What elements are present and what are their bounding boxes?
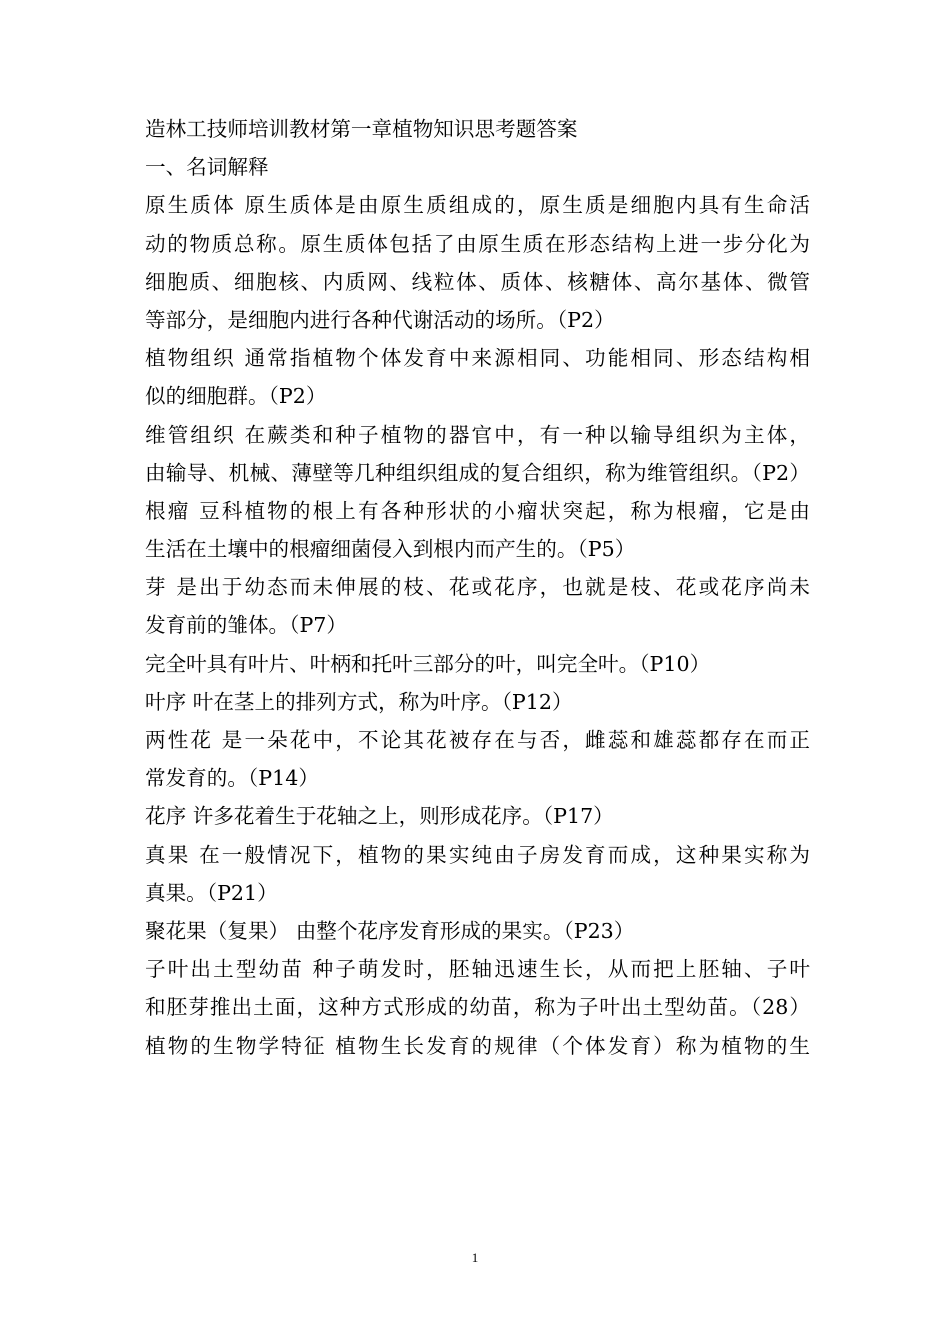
term-line: 等部分，是细胞内进行各种代谢活动的场所。（P2） [145,307,615,332]
term-line: 生活在土壤中的根瘤细菌侵入到根内而产生的。（P5） [145,537,636,562]
document-title: 造林工技师培训教材第一章植物知识思考题答案 [145,117,578,141]
term-line: 似的细胞群。（P2） [145,384,327,409]
term-line: 芽 是出于幼态而未伸展的枝、花或花序，也就是枝、花或花序尚未 [145,575,810,600]
term-line: 由输导、机械、薄壁等几种组织组成的复合组织，称为维管组织。（P2） [145,460,810,485]
term-line: 真果。（P21） [145,880,278,905]
term-line: 植物组织 通常指植物个体发育中来源相同、功能相同、形态结构相 [145,346,810,371]
term-line: 原生质体 原生质体是由原生质组成的，原生质是细胞内具有生命活 [145,193,810,218]
term-line: 聚花果（复果） 由整个花序发育形成的果实。（P23） [145,918,635,943]
term-line: 细胞质、细胞核、内质网、线粒体、质体、核糖体、高尔基体、微管 [145,269,810,294]
term-line: 叶序 叶在茎上的排列方式，称为叶序。（P12） [145,689,573,714]
section-heading: 一、名词解释 [145,155,269,180]
page-number: 1 [471,1250,479,1265]
term-line: 和胚芽推出土面，这种方式形成的幼苗，称为子叶出土型幼苗。（28） [145,995,810,1020]
term-line: 常发育的。（P14） [145,766,319,791]
term-line: 根瘤 豆科植物的根上有各种形状的小瘤状突起，称为根瘤，它是由 [145,498,810,523]
term-line: 发育前的雏体。（P7） [145,613,348,638]
term-line: 完全叶具有叶片、叶柄和托叶三部分的叶，叫完全叶。（P10） [145,651,711,676]
term-line: 子叶出土型幼苗 种子萌发时，胚轴迅速生长，从而把上胚轴、子叶 [145,957,810,982]
term-line: 动的物质总称。原生质体包括了由原生质在形态结构上进一步分化为 [145,231,810,256]
term-line: 维管组织 在蕨类和种子植物的器官中，有一种以输导组织为主体， [145,422,810,447]
term-line: 植物的生物学特征 植物生长发育的规律（个体发育）称为植物的生 [145,1033,810,1058]
term-line: 花序 许多花着生于花轴之上，则形成花序。（P17） [145,804,614,829]
document-body [145,110,810,1065]
term-line: 真果 在一般情况下，植物的果实纯由子房发育而成，这种果实称为 [145,842,810,867]
term-line: 两性花 是一朵花中，不论其花被存在与否，雌蕊和雄蕊都存在而正 [145,728,810,752]
